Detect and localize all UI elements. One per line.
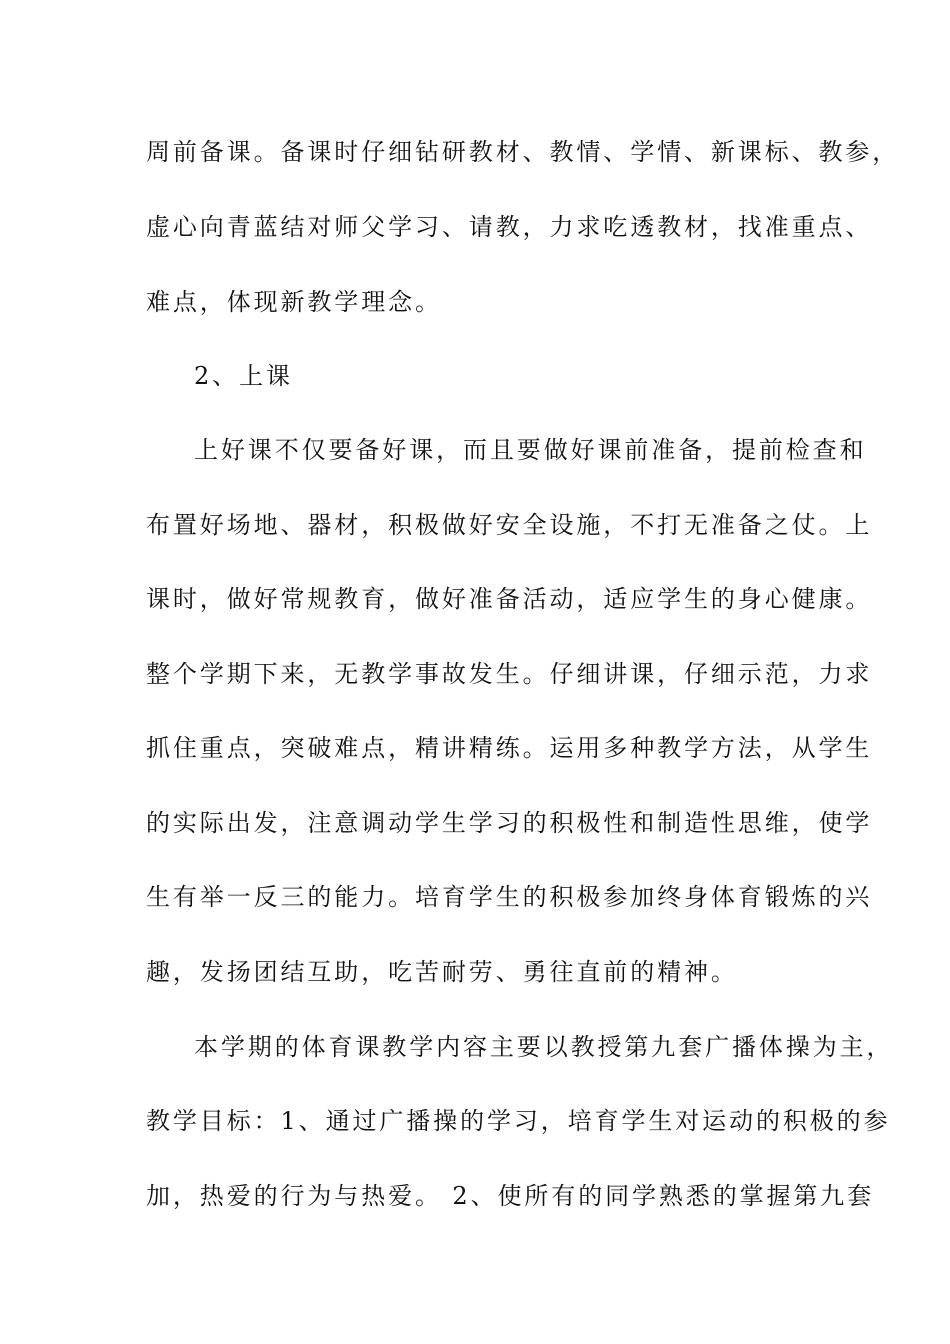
text-line: 趣，发扬团结互助，吃苦耐劳、勇往直前的精神。	[146, 958, 738, 986]
text-line: 上好课不仅要备好课，而且要做好课前准备，提前检查和	[194, 436, 867, 464]
text-line: 本学期的体育课教学内容主要以教授第九套广播体操为主，	[194, 1033, 894, 1061]
text-line: 周前备课。备课时仔细钻研教材、教情、学情、新课标、教参，	[146, 138, 900, 166]
text-line: 虚心向青蓝结对师父学习、请教，力求吃透教材，找准重点、	[146, 213, 873, 241]
text-line: 生有举一反三的能力。培育学生的积极参加终身体育锻炼的兴	[146, 883, 873, 911]
section-heading: 2、上课	[194, 362, 293, 390]
text-line: 难点，体现新教学理念。	[146, 288, 442, 316]
text-line: 布置好场地、器材，积极做好安全设施，不打无准备之仗。上	[146, 511, 873, 539]
text-line: 整个学期下来，无教学事故发生。仔细讲课，仔细示范，力求	[146, 660, 873, 688]
text-line: 的实际出发，注意调动学生学习的积极性和制造性思维，使学	[146, 809, 873, 837]
text-line: 课时，做好常规教育，做好准备活动，适应学生的身心健康。	[146, 585, 873, 613]
text-line: 教学目标：1、通过广播操的学习，培育学生对运动的积极的参	[146, 1107, 891, 1135]
text-line: 抓住重点，突破难点，精讲精练。运用多种教学方法，从学生	[146, 734, 873, 762]
text-line: 加，热爱的行为与热爱。 2、使所有的同学熟悉的掌握第九套	[146, 1182, 875, 1210]
